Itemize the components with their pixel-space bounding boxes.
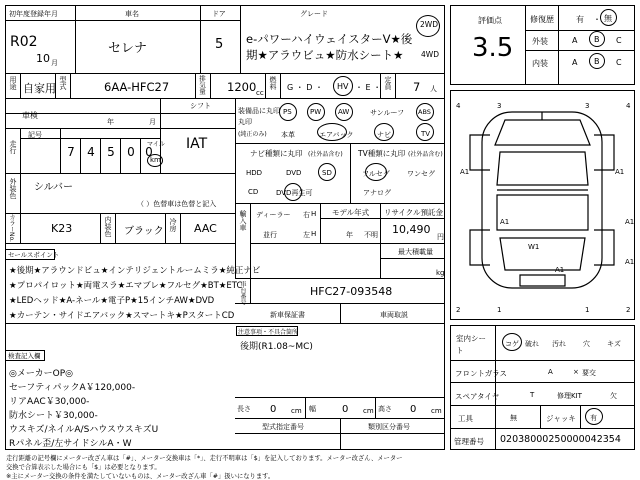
interior-c: C xyxy=(616,58,622,67)
diagram-number: 1 xyxy=(497,306,502,314)
equip-tv: TV xyxy=(421,130,431,138)
color-no-label: カラーNo. xyxy=(8,214,15,242)
ac-label: 冷房 xyxy=(169,218,177,232)
mileage-mile: マイル xyxy=(147,141,165,148)
inspector-line: ◎メーカーOP◎ xyxy=(9,369,74,379)
mileage-note-label: 記号 xyxy=(28,131,42,139)
equip-airbag: エアバック xyxy=(319,131,354,139)
grade-label: グレード xyxy=(300,10,328,18)
equipment-sub: (純正のみ) xyxy=(238,131,267,138)
exterior-c: C xyxy=(616,36,622,45)
length-label: 長さ xyxy=(237,405,251,413)
spare-none: 欠 xyxy=(610,392,617,400)
inspector-line: Rパネル歪/左サイドシルA・W xyxy=(9,439,132,449)
exterior-a: A xyxy=(572,36,578,45)
car-name: セレナ xyxy=(108,41,148,56)
import-right: 右 xyxy=(303,211,310,219)
width-cm: cm xyxy=(363,407,374,415)
report-line1: 後期(R1.08~MC) xyxy=(240,342,313,352)
month-unit: 月 xyxy=(51,59,58,67)
footer-line: 交換で合算表示した場合にも「$」は必要となります。 xyxy=(6,464,161,471)
nav-hdd: HDD xyxy=(246,169,263,177)
diagram-number: 4 xyxy=(456,102,461,110)
color-value: シルバー xyxy=(34,182,74,193)
glass-a: A xyxy=(548,368,553,376)
nav-title: ナビ種類に丸印 xyxy=(250,149,303,158)
car-damage-diagram xyxy=(450,90,635,320)
sales-point-line: ★カーテン・サイドエアバック★スマートキ★PスタートCD xyxy=(9,311,235,321)
equip-abs: ABS xyxy=(418,108,431,116)
equip-pw: PW xyxy=(310,108,322,116)
capacity-label: 定員 xyxy=(384,76,392,90)
grade-line1: e-パワーハイウェイスターV★後 xyxy=(246,32,413,46)
damage-mark: A1 xyxy=(625,218,635,226)
spare-kit: 修理KIT xyxy=(557,392,582,400)
color-no: K23 xyxy=(51,222,73,235)
diagram-number: 3 xyxy=(497,102,502,110)
spare-label: スペアタイヤ xyxy=(455,392,500,401)
inspector-line: セーフティパックA￥120,000- xyxy=(9,383,136,393)
equip-aw: AW xyxy=(338,108,350,116)
tv-sub: (社外品含む) xyxy=(408,151,443,158)
interior-a: A xyxy=(572,58,578,67)
sales-point-line: ★プロパイロット★両電スラ★エマブレ★フルセグ★BT★ETC xyxy=(9,281,243,291)
model-year-unit: 年 xyxy=(346,231,353,239)
displacement: 1200 xyxy=(227,80,257,94)
damage-mark: A1 xyxy=(500,218,510,226)
nav-sub: (社外品含む) xyxy=(308,151,343,158)
first-reg-label: 初年度登録年月 xyxy=(9,10,58,18)
displacement-label: 排気量 xyxy=(198,75,206,95)
height-value: 0 xyxy=(410,404,417,415)
kg-unit: kg xyxy=(436,269,445,277)
vehicle-manual: 車両取説 xyxy=(380,311,408,319)
cc-unit: cc xyxy=(256,89,264,97)
model-label: 型式 xyxy=(59,76,67,90)
recycle-label: リサイクル預託金 xyxy=(384,208,443,217)
category-label: 類別区分番号 xyxy=(368,423,410,431)
damage-mark: A1 xyxy=(625,258,635,266)
inspector-line: リアAAC￥30,000- xyxy=(9,397,90,407)
chassis-label: 車台番号 xyxy=(239,281,246,305)
capacity: 7 xyxy=(413,80,421,94)
interior-label: 内装 xyxy=(532,59,548,68)
jack-label: ジャッキ xyxy=(546,414,576,423)
interior-sheet-item: 穴 xyxy=(583,340,590,348)
report-label: 注意事項・不具合箇所 xyxy=(238,329,299,336)
height-cm: cm xyxy=(431,407,442,415)
interior-sheet-item: 破れ xyxy=(525,340,539,348)
interior-color: ブラック xyxy=(124,226,164,237)
footer-line: ※主にメーター交換の条件を満たしていないものは、メーター改ざん車「#」扱いになります。 xyxy=(6,473,275,480)
first-reg-year: R02 xyxy=(10,34,38,50)
mileage-digit: 0 xyxy=(127,145,135,159)
interior-sheet-item: 汚れ xyxy=(552,340,566,348)
width-label: 幅 xyxy=(309,405,316,413)
mileage-label: 走行 xyxy=(9,140,17,154)
damage-mark: A1 xyxy=(555,266,565,274)
shift-label: シフト xyxy=(190,102,211,110)
diagram-number: 1 xyxy=(585,306,590,314)
control-label: 管理番号 xyxy=(454,437,484,446)
new-car-warranty: 新車保証書 xyxy=(270,311,305,319)
glass-label: フロントガラス xyxy=(455,369,508,378)
chassis-value: HFC27-093548 xyxy=(310,285,393,298)
nav-dvd: DVD xyxy=(286,169,302,177)
control-value: 02038000250000042354 xyxy=(500,434,621,445)
import-right-h: H xyxy=(311,210,317,218)
repair-label: 修復歴 xyxy=(530,15,554,24)
repair-yes: 有 xyxy=(576,15,584,24)
sales-points-label: セールスポイント xyxy=(8,251,60,259)
usage: 自家用 xyxy=(23,82,56,95)
nav-cd: CD xyxy=(248,188,259,196)
glass-exchange: 要交 xyxy=(582,369,596,377)
usage-label: 用途 xyxy=(9,76,17,90)
interior-sheet-item: コゲ xyxy=(505,340,519,348)
mileage-km: km xyxy=(150,156,161,164)
model: 6AA-HFC27 xyxy=(104,80,170,94)
tv-title: TV種類に丸印 xyxy=(358,149,406,158)
interior-sheet-item: キズ xyxy=(607,340,621,348)
color-note: （ ）色替車は色替と記入 xyxy=(137,200,217,208)
damage-mark: A1 xyxy=(615,168,625,176)
mileage-digit: 7 xyxy=(67,145,75,159)
width-value: 0 xyxy=(342,404,349,415)
import-parallel: 並行 xyxy=(263,231,277,239)
shift: IAT xyxy=(186,136,208,152)
equip-leather: 本革 xyxy=(281,131,295,139)
drive-2wd: 2WD xyxy=(420,20,438,29)
score-label: 評価点 xyxy=(478,16,502,25)
nav-dvdplay: DVD再生可 xyxy=(276,189,313,197)
mileage-digit: 4 xyxy=(87,145,95,159)
shaken-label: 車検 xyxy=(22,111,38,120)
mileage-digit: 0 xyxy=(145,145,153,159)
equip-sunroof: サンルーフ xyxy=(370,109,405,117)
sales-point-line: ★LEDヘッド★A-ネール★電子P★15インチAW★DVD xyxy=(9,296,215,306)
interior-color-label: 内装色 xyxy=(104,216,112,237)
diagram-number: 4 xyxy=(626,102,631,110)
inspector-label: 検査記入欄 xyxy=(8,352,41,360)
door-label: ドア xyxy=(212,10,226,18)
fuel-tail: ・ E ・ xyxy=(355,83,382,92)
diagram-number: 3 xyxy=(585,102,590,110)
import-left-h: H xyxy=(311,230,317,238)
fuel-hv: HV xyxy=(337,82,349,91)
model-year-label: モデル年式 xyxy=(332,208,370,217)
mileage-digit: 5 xyxy=(107,145,115,159)
tools-value: 無 xyxy=(510,414,517,422)
import-label: 輸入車 xyxy=(239,210,247,231)
person-unit: 人 xyxy=(430,85,437,93)
import-dealer: ディーラー xyxy=(256,211,291,219)
footer-line: 走行距離の記号欄にメーター改ざん車は「#」、メーター交換車は「*」、走行不明車は「$」を記入しております。メーター改ざん、メーター xyxy=(6,455,403,462)
nav-sd: SD xyxy=(322,169,332,177)
doors: 5 xyxy=(215,37,224,52)
car-name-label: 車名 xyxy=(125,10,139,18)
tv-fullseg: フルセグ xyxy=(362,170,390,178)
interior-sheet-label: 室内シート xyxy=(456,334,486,355)
tools-label: 工具 xyxy=(458,414,473,423)
interior-b: B xyxy=(594,57,600,66)
equipment-title: 装備品に丸印 xyxy=(238,107,280,115)
damage-mark: A1 xyxy=(460,168,470,176)
diagram-number: 2 xyxy=(626,306,631,314)
length-value: 0 xyxy=(270,404,277,415)
ac: AAC xyxy=(194,222,217,235)
shaken-year-unit: 年 xyxy=(107,118,114,126)
drive-4wd: 4WD xyxy=(421,50,439,59)
diagram-number: 2 xyxy=(456,306,461,314)
color-label: 外装色 xyxy=(9,178,17,199)
first-reg-month: 10 xyxy=(36,52,50,65)
type-designation-label: 型式指定番号 xyxy=(262,423,304,431)
score-value: 3.5 xyxy=(472,33,514,63)
model-year-unknown: 不明 xyxy=(364,231,378,239)
height-label: 高さ xyxy=(378,405,392,413)
grade-line2: 期★アラウビュ★防水シート★ xyxy=(246,48,404,62)
glass-x: × xyxy=(573,368,579,376)
shaken-month-unit: 月 xyxy=(149,118,156,126)
equip-navi: ナビ xyxy=(377,131,391,139)
spare-t: T xyxy=(530,391,535,399)
fuel-label: 燃料 xyxy=(269,76,277,90)
damage-mark: W1 xyxy=(528,243,540,251)
jack-value: 有 xyxy=(590,414,597,422)
equip-ps: PS xyxy=(283,108,292,116)
tv-analog: アナログ xyxy=(363,189,391,197)
tv-oneseg: ワンセグ xyxy=(407,170,435,178)
exterior-label: 外装 xyxy=(532,37,548,46)
repair-no: 無 xyxy=(604,14,612,23)
max-load-label: 最大積載量 xyxy=(398,248,433,256)
length-cm: cm xyxy=(291,407,302,415)
import-left: 左 xyxy=(303,231,310,239)
recycle-value: 10,490 xyxy=(392,223,431,236)
fuel-options: G ・ D ・ xyxy=(287,83,323,92)
yen-unit: 円 xyxy=(437,233,444,241)
inspector-line: ウスキズ/ネイルA/SハウスウスキズU xyxy=(9,425,159,435)
inspector-line: 防水シート￥30,000- xyxy=(9,411,98,421)
exterior-b: B xyxy=(594,35,600,44)
sales-point-line: ★後期★アラウンドビュ★インテリジェントルームミラ★純正ナビ xyxy=(9,266,261,276)
